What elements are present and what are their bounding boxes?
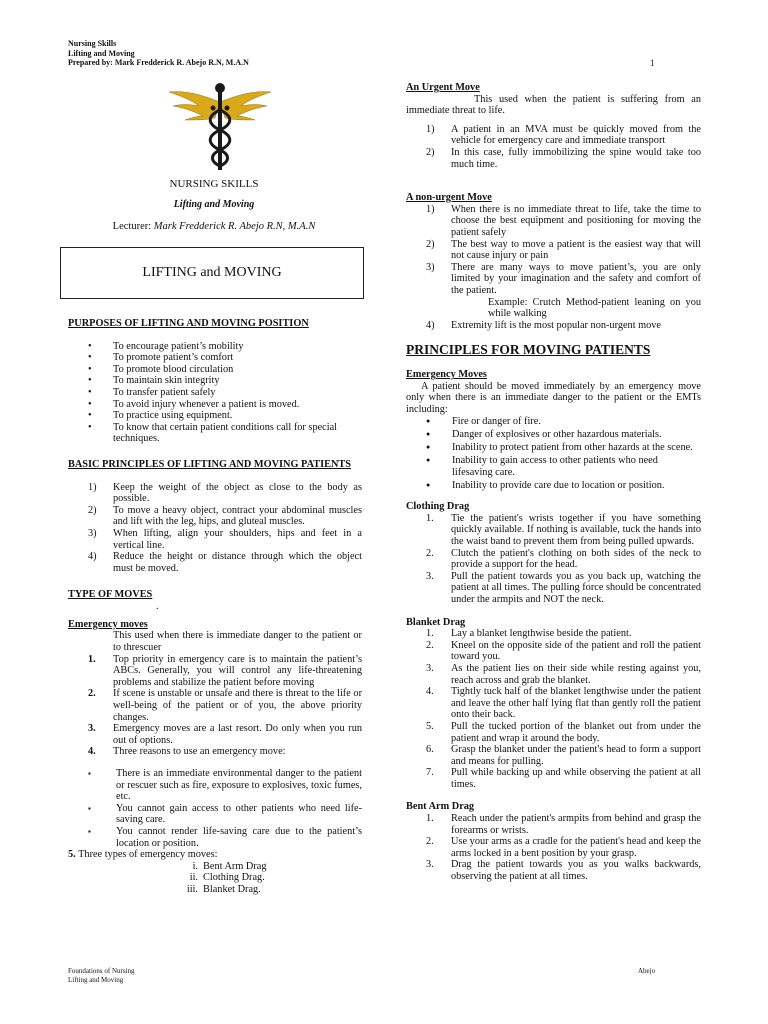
blanket-item [406,640,701,663]
urgent-item [406,124,701,147]
basic-item [68,482,362,505]
bentarm-item-number: 2. [426,836,434,848]
purposes-list [68,341,362,445]
nonurgent-item [406,262,701,297]
basic-item-number: 4) [88,551,97,563]
bentarm-item [406,859,701,882]
nonurgent-item-number: 4) [426,319,435,331]
basic-heading: BASIC PRINCIPLES OF LIFTING AND MOVING PATIENTS [68,458,352,470]
bentarm-list [406,813,701,883]
danger-item: ● Danger of explosives or other hazardous materials. [406,429,701,441]
footer-author: Abejo [638,967,656,975]
bentarm-item-number: 1. [426,813,434,825]
move-item-text: Blanket Drag. [203,883,261,895]
move-item-text: Bent Arm Drag [203,860,267,872]
bentarm-heading: Bent Arm Drag [406,801,475,813]
purpose-item: • To promote patient’s comfort [68,352,362,364]
move-item [68,872,362,884]
basic-item-text: When lifting, align your shoulders, hips and feet in a vertical line. [113,527,362,551]
nonurgent-item-number: 3) [426,261,435,273]
move-item [68,861,362,873]
clothing-item-text: Clutch the patient's clothing on both sides of the neck to provide a support for the head. [451,547,701,571]
basic-item-text: Keep the weight of the object as close to the body as possible. [113,481,362,505]
nonurgent-item-text: When there is no immediate threat to life, take the time to choose the best equipment and positioning for moving the patient safely [451,203,701,238]
clothing-item [406,513,701,548]
doc-subtitle: Lifting and Moving [173,199,255,210]
page-number: 1 [650,58,655,68]
reason-item: ▪ You cannot render life-saving care due to the patient’s location or position. [68,826,362,849]
header-course: Nursing Skills [68,39,117,48]
principles-emergency-heading: Emergency Moves [406,369,487,381]
reason-item: ▪ You cannot gain access to other patients who need life-saving care. [68,803,362,826]
nonurgent-list [406,204,701,332]
dangers-list [406,416,701,492]
bentarm-item-text: Use your arms as a cradle for the patient's head and keep the arms locked in a bent position by your grasp. [451,836,701,859]
bentarm-item-text: Drag the patient towards you as you walks backwards, observing the patient at all times. [451,859,701,883]
five-line [68,849,362,861]
purpose-item: • To encourage patient’s mobility [68,341,362,353]
reason-item: ▪ There is an immediate environmental danger to the patient or rescuer such as fire, exposure to explosives, toxic fumes, etc. [68,768,362,803]
purposes-heading: PURPOSES OF LIFTING AND MOVING POSITION [68,318,309,329]
blanket-item [406,686,701,721]
principles-heading: PRINCIPLES FOR MOVING PATIENTS [406,342,651,358]
blanket-item-text: Tightly tuck half of the blanket lengthwise under the patient and leave the other half lying flat than gently roll the patient onto their back. [451,686,701,721]
urgent-item-number: 1) [426,123,435,135]
clothing-list [406,513,701,606]
urgent-list [406,124,701,170]
lecturer-line [68,221,360,232]
basic-item-text: Reduce the height or distance through which the object must be moved. [113,551,362,574]
bentarm-item [406,836,701,859]
blanket-item [406,721,701,744]
emergency-item-number: 1. [88,653,96,665]
emergency-intro: This used when there is immediate danger to the patient or to threscuer [113,630,362,654]
emergency-item-number: 3. [88,723,96,735]
types-dot: . [156,600,159,612]
five-label: 5. [68,849,76,861]
types-heading-row [68,589,362,601]
moves-list [68,861,362,896]
blanket-item-text: Kneel on the opposite side of the patient and roll the patient toward you. [451,639,701,663]
emergency-item-text: Top priority in emergency care is to maintain the patient’s ABCs. Generally, you will control any life-threatening problems and stabilize the patient before moving [113,653,362,688]
danger-item: ● Inability to protect patient from other hazards at the scene. [406,442,701,454]
blanket-item [406,767,701,790]
blanket-item-text: Grasp the blanket under the patient's head to form a support and means for pulling. [451,744,701,767]
blanket-item-number: 4. [426,686,434,698]
blanket-item-text: Pull the tucked portion of the blanket out from under the patient and wrap it around the body. [451,720,701,744]
clothing-item [406,548,701,571]
blanket-item-number: 3. [426,662,434,674]
reasons-list [68,768,362,849]
emergency-item-text: Emergency moves are a last resort. Do only when you run out of options. [113,723,362,746]
left-column [68,318,362,896]
emergency-item [68,746,362,758]
blanket-item-text: As the patient lies on their side while resting against you, reach across and grab the blanket. [451,662,701,686]
lecturer-label: Lecturer: [112,221,152,232]
blanket-item-text: Lay a blanket lengthwise beside the patient. [451,628,632,640]
basic-item-number: 2) [88,504,97,516]
urgent-heading: An Urgent Move [406,82,480,93]
footer-course: Foundations of Nursing [68,967,135,975]
basic-item [68,505,362,528]
basic-item [68,528,362,551]
danger-item: ● Fire or danger of fire. [406,416,701,428]
clothing-item-number: 1. [426,512,434,524]
purpose-item: • To maintain skin integrity [68,375,362,387]
urgent-intro: This used when the patient is suffering from an immediate threat to life. [406,93,701,117]
nonurgent-item-number: 1) [426,203,435,215]
title-box-text: LIFTING and MOVING [142,265,282,280]
purpose-item: • To promote blood circulation [68,364,362,376]
urgent-item-text: A patient in an MVA must be quickly moved from the vehicle for emergency care and immediate transport [451,123,701,147]
basic-item-number: 1) [88,481,97,493]
emergency-item [68,723,362,746]
header-topic: Lifting and Moving [68,48,135,58]
move-item-number: ii. [189,872,198,884]
blanket-heading: Blanket Drag [406,616,466,628]
nonurgent-item-text: The best way to move a patient is the easiest way that will not cause injury or pain [451,238,701,262]
emergency-item-number: 4. [88,746,96,758]
bentarm-item [406,813,701,836]
bentarm-item-text: Reach under the patient's armpits from behind and grasp the forearms or wrists. [451,813,701,836]
move-item [68,884,362,896]
blanket-item-number: 2. [426,639,434,651]
blanket-item [406,744,701,767]
clothing-item-text: Pull the patient towards you as you back up, watching the patient at all times. The pulling force should be concentrated under the armpits and NOT the neck. [451,570,701,605]
basic-list [68,482,362,575]
purpose-item: • To avoid injury whenever a patient is moved. [68,399,362,411]
footer-topic: Lifting and Moving [68,976,124,984]
purpose-item: • To practice using equipment. [68,410,362,422]
types-heading: TYPE OF MOVES [68,589,153,601]
nonurgent-item-text: There are many ways to move patient’s, you are only limited by your imagination and the safety and comfort of the patient. [451,261,701,296]
move-item-number: i. [192,860,198,872]
basic-item-number: 3) [88,527,97,539]
emergency-item [68,688,362,723]
move-item-text: Clothing Drag. [203,872,265,884]
bentarm-item-number: 3. [426,859,434,871]
blanket-item [406,663,701,686]
nonurgent-item [406,320,701,332]
urgent-item-number: 2) [426,146,435,158]
urgent-item-text: In this case, fully immobilizing the spine would take too much time. [451,146,701,170]
five-text: Three types of emergency moves: [78,849,218,861]
caduceus-logo [165,80,275,172]
basic-item [68,551,362,574]
nonurgent-example: Example: Crutch Method-patient leaning on you while walking [488,296,701,320]
emergency-item-text: Three reasons to use an emergency move: [113,746,286,758]
nonurgent-heading: A non-urgent Move [406,192,492,204]
emergency-list [68,654,362,758]
urgent-item [406,147,701,170]
danger-item: ● Inability to gain access to other patients who need lifesaving care. [406,455,701,478]
emergency-item-number: 2. [88,688,96,700]
blanket-item-number: 7. [426,767,434,779]
nonurgent-item-number: 2) [426,238,435,250]
emergency-item-text: If scene is unstable or unsafe and there is threat to the life or well-being of the patient or of you, the above priority changes. [113,688,362,723]
nonurgent-item-text: Extremity lift is the most popular non-urgent move [451,319,662,331]
clothing-item [406,571,701,606]
blanket-list [406,628,701,790]
purpose-item: • To know that certain patient conditions call for special techniques. [68,422,362,445]
emergency-moves-heading: Emergency moves [68,618,148,630]
blanket-item-number: 5. [426,720,434,732]
clothing-heading: Clothing Drag [406,501,470,513]
clothing-item-number: 3. [426,570,434,582]
nonurgent-item [406,239,701,262]
lecturer-name: Mark Fredderick R. Abejo R.N, M.A.N [153,221,316,232]
doc-title: NURSING SKILLS [169,178,259,190]
title-box [60,247,364,299]
basic-item-text: To move a heavy object, contract your abdominal muscles and lift with the leg, hips, and gluteal muscles. [113,504,362,528]
danger-item: ● Inability to provide care due to location or position. [406,480,701,492]
blanket-item-number: 1. [426,628,434,640]
blanket-item [406,628,701,640]
blanket-item-text: Pull while backing up and while observing the patient at all times. [451,767,701,790]
purpose-item: • To transfer patient safely [68,387,362,399]
page-footer [68,967,135,985]
nonurgent-item [406,204,701,239]
move-item-number: iii. [186,883,198,895]
clothing-item-number: 2. [426,547,434,559]
emergency-item [68,654,362,689]
page-header [68,39,249,68]
header-author: Prepared by: Mark Fredderick R. Abejo R.N, M.A.N [68,58,249,67]
principles-emergency-text: A patient should be moved immediately by an emergency move only when there is an immediate danger to the patient or the EMTs including: [406,380,701,416]
blanket-item-number: 6. [426,744,434,756]
right-column [406,82,701,883]
clothing-item-text: Tie the patient's wrists together if you have something quickly available. If nothing is available, tuck the hands into the waist band to prevent them from being pulled upwards. [451,512,701,547]
